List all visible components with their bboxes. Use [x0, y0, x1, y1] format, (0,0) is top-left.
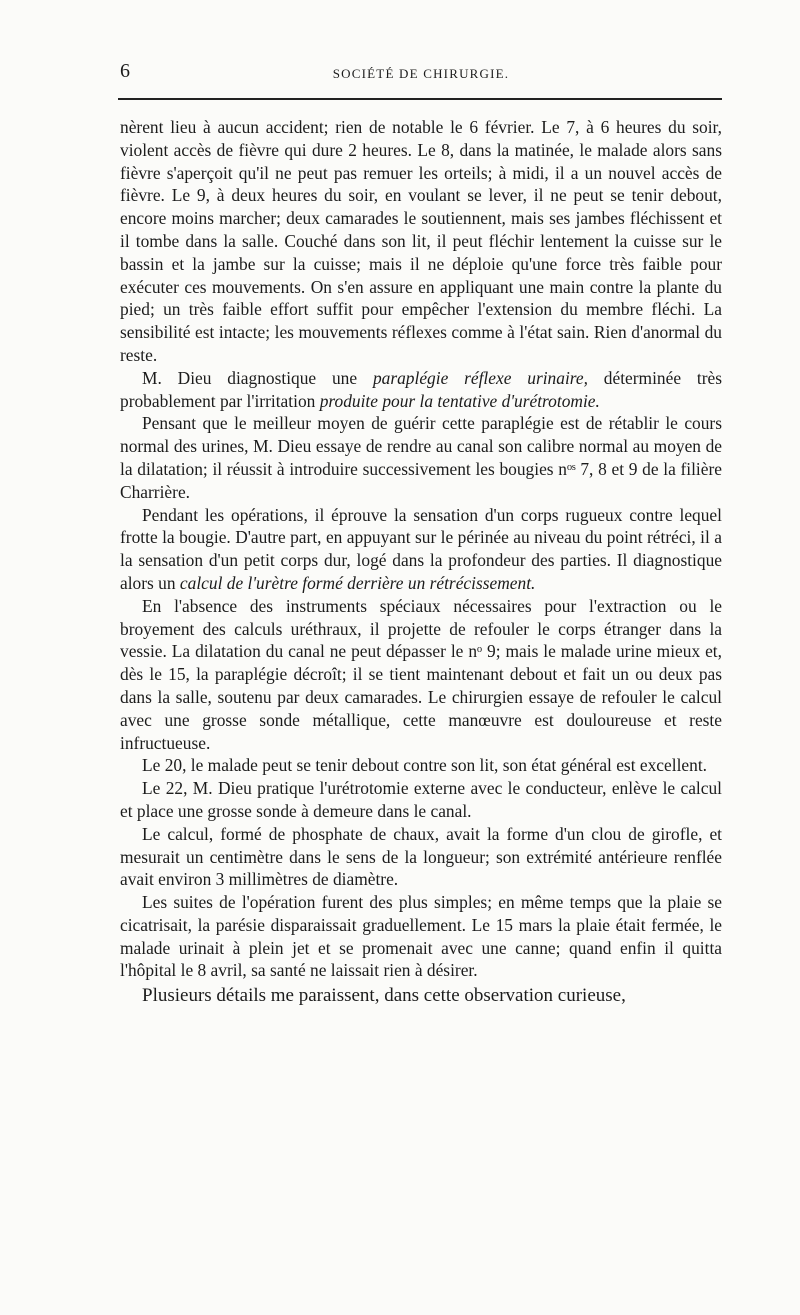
paragraph: nèrent lieu à aucun accident; rien de notable le 6 février. Le 7, à 6 heures du soir, violent accès de fièvre qui dure 2 heures. Le 8, dans la matinée, le malade alors sans fièvre s'aperçoit qu'il ne peut pas remuer les orteils; à midi, il a un nouvel accès de fièvre. Le 9, à deux heures du soir, en voulant se lever, il ne peut se tenir debout, encore moins marcher; deux camarades le soutiennent, mais ses jambes fléchissent et il tombe dans la salle. Couché dans son lit, il peut fléchir lentement la cuisse sur le bassin et la jambe sur la cuisse; mais il ne déploie qu'une force très faible pour exécuter ces mouvements. On s'en assure en appliquant une main contre la plante du pied; un très faible effort suffit pour empêcher l'extension du membre fléchi. La sensibilité est intacte; les mouvements réflexes comme à l'état sain. Rien d'anormal du reste.: [120, 117, 722, 365]
italic-text: produite pour la tentative d'urétrotomie.: [319, 390, 600, 411]
page-number: 6: [120, 60, 130, 82]
paragraph: [120, 367, 722, 413]
italic-text: calcul de l'urètre formé derrière un rétrécissement.: [179, 572, 536, 593]
body-text: [120, 116, 722, 1008]
paragraph-text: Pendant les opérations, il éprouve la sensation d'un corps rugueux contre lequel frotte la bougie. D'autre part, en appuyant sur le périnée au niveau du point rétréci, il a la sensation d'un petit corps dur, logé dans la profondeur des parties. Il diagnostique alors un: [120, 504, 722, 593]
paragraph: Le calcul, formé de phosphate de chaux, avait la forme d'un clou de girofle, et mesurait un centimètre dans le sens de la longueur; son extrémité antérieure renflée avait environ 3 millimètres de diamètre.: [120, 823, 722, 890]
italic-text: paraplégie réflexe urinaire,: [372, 367, 588, 388]
running-head: SOCIÉTÉ DE CHIRURGIE.: [332, 66, 510, 81]
paragraph: Pensant que le meilleur moyen de guérir cette paraplégie est de rétablir le cours normal des urines, M. Dieu essaye de rendre au canal son calibre normal au moyen de la dilatation; il réussit à introduire successivement les bougies nᵒˢ 7, 8 et 9 de la filière Charrière.: [120, 413, 722, 502]
paragraph-text: déterminée très probablement par l'irritation: [120, 367, 722, 411]
paragraph: Les suites de l'opération furent des plus simples; en même temps que la plaie se cicatrisait, la parésie disparaissait graduellement. Le 15 mars la plaie était fermée, le malade urinait à plein jet et se promenait avec une canne; quand enfin il quitta l'hôpital le 8 avril, sa santé ne laissait rien à désirer.: [120, 892, 722, 981]
paragraph: En l'absence des instruments spéciaux nécessaires pour l'extraction ou le broyement des calculs uréthraux, il projette de refouler le corps étranger dans la vessie. La dilatation du canal ne peut dépasser le nᵒ 9; mais le malade urine mieux et, dès le 15, la paraplégie décroît; il se tient maintenant debout et fait un ou deux pas dans la salle, soutenu par deux camarades. Le chirurgien essaye de refouler le calcul avec une grosse sonde métallique, cette manœuvre est douloureuse et reste infructueuse.: [120, 595, 722, 753]
page-header: [120, 60, 722, 94]
paragraph: Le 22, M. Dieu pratique l'urétrotomie externe avec le conducteur, enlève le calcul et place une grosse sonde à demeure dans le canal.: [120, 778, 722, 821]
paragraph: [120, 504, 722, 595]
paragraph-text: M. Dieu diagnostique une: [142, 367, 373, 388]
paragraph: Plusieurs détails me paraissent, dans cette observation curieuse,: [142, 985, 626, 1007]
header-rule: [118, 98, 722, 100]
paragraph: Le 20, le malade peut se tenir debout contre son lit, son état général est excellent.: [142, 755, 707, 776]
